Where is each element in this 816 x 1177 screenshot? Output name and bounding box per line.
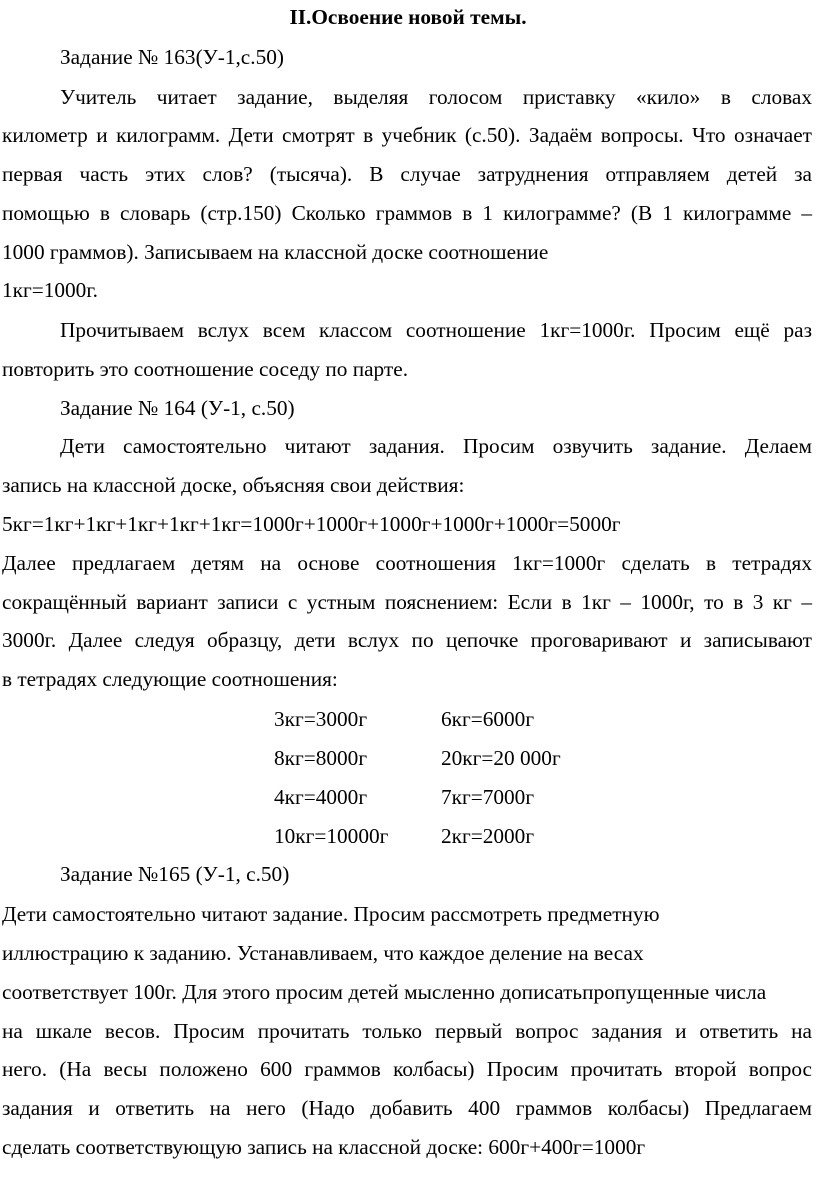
paragraph-line: Прочитываем вслух всем классом соотношение 1кг=1000г. Просим ещё раз: [60, 318, 812, 342]
ratio-left: 4кг=4000г: [274, 785, 368, 809]
ratio-left: 8кг=8000г: [274, 746, 368, 770]
paragraph-line: сокращённый вариант записи с устным пояснением: Если в 1кг – 1000г, то в 3 кг –: [2, 590, 812, 614]
paragraph-line: Дети самостоятельно читают задания. Просим озвучить задание. Делаем: [60, 434, 812, 458]
paragraph-line: задания и ответить на него (Надо добавить 400 граммов колбасы) Предлагаем: [2, 1096, 812, 1120]
paragraph-line: запись на классной доске, объясняя свои действия:: [2, 473, 465, 497]
ratio-line: 1кг=1000г.: [2, 278, 98, 302]
paragraph-line: сделать соответствующую запись на классной доске: 600г+400г=1000г: [2, 1135, 646, 1159]
ratio-right: 2кг=2000г: [441, 824, 535, 848]
paragraph-line: помощью в словарь (стр.150) Сколько граммов в 1 килограмме? (В 1 килограмме –: [2, 201, 812, 225]
paragraph-line: первая часть этих слов? (тысяча). В случае затруднения отправляем детей за: [2, 162, 812, 186]
ratio-right: 7кг=7000г: [441, 785, 535, 809]
ratio-right: 20кг=20 000г: [441, 746, 561, 770]
paragraph-line: 1000 граммов). Записываем на классной доске соотношение: [2, 240, 549, 264]
ratio-left: 10кг=10000г: [274, 824, 389, 848]
paragraph-line: иллюстрацию к заданию. Устанавливаем, что каждое деление на весах: [2, 941, 644, 965]
section-heading: II.Освоение новой темы.: [289, 5, 527, 29]
paragraph-line: Далее предлагаем детям на основе соотношения 1кг=1000г сделать в тетрадях: [2, 551, 812, 575]
paragraph-line: километр и килограмм. Дети смотрят в учебник (с.50). Задаём вопросы. Что означает: [2, 123, 812, 147]
paragraph-line: повторить это соотношение соседу по парте.: [2, 357, 409, 381]
task-164-title: Задание № 164 (У-1, с.50): [60, 396, 295, 420]
task-163-title: Задание № 163(У-1,с.50): [60, 45, 284, 69]
ratio-left: 3кг=3000г: [274, 707, 368, 731]
ratio-right: 6кг=6000г: [441, 707, 535, 731]
paragraph-line: него. (На весы положено 600 граммов колбасы) Просим прочитать второй вопрос: [2, 1057, 812, 1081]
formula-line: 5кг=1кг+1кг+1кг+1кг+1кг=1000г+1000г+1000г+1000г+1000г=5000г: [2, 512, 621, 536]
paragraph-line: 3000г. Далее следуя образцу, дети вслух по цепочке проговаривают и записывают: [2, 628, 812, 652]
paragraph-line: Учитель читает задание, выделяя голосом приставку «кило» в словах: [60, 85, 812, 109]
paragraph-line: в тетрадях следующие соотношения:: [2, 667, 338, 691]
paragraph-line: на шкале весов. Просим прочитать только первый вопрос задания и ответить на: [2, 1019, 812, 1043]
task-165-title: Задание №165 (У-1, с.50): [60, 862, 290, 886]
paragraph-line: Дети самостоятельно читают задание. Просим рассмотреть предметную: [2, 902, 660, 926]
paragraph-line: соответствует 100г. Для этого просим детей мысленно дописатьпропущенные числа: [2, 980, 767, 1004]
